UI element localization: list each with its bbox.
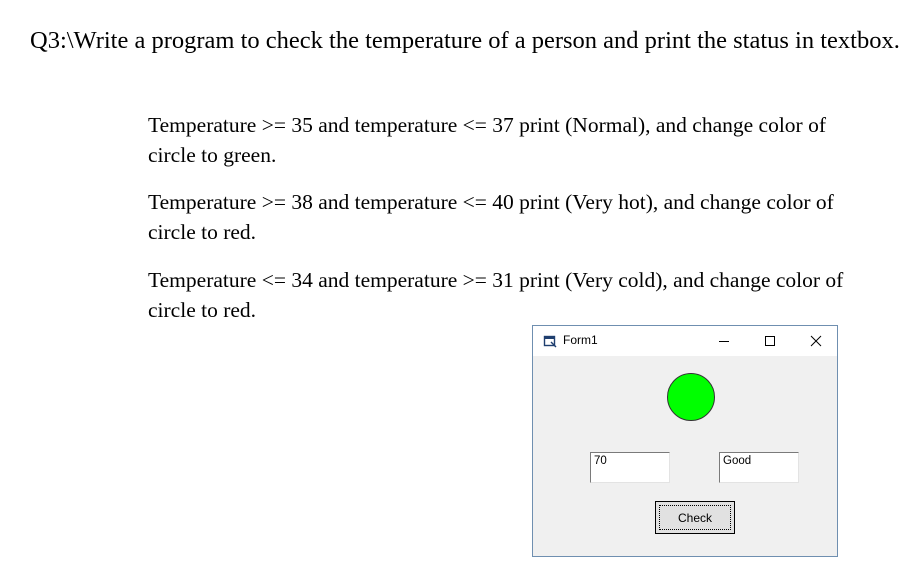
maximize-icon xyxy=(764,335,776,347)
minimize-button[interactable] xyxy=(701,326,747,356)
condition-normal: Temperature >= 35 and temperature <= 37 print (Normal), and change color of circle to green. xyxy=(148,113,827,167)
close-icon xyxy=(810,335,822,347)
form-window-icon xyxy=(543,334,557,348)
condition-very-hot: Temperature >= 38 and temperature <= 40 print (Very hot), and change color of circle to red. xyxy=(148,190,834,244)
close-button[interactable] xyxy=(793,326,839,356)
maximize-button[interactable] xyxy=(747,326,793,356)
status-output[interactable]: Good xyxy=(719,452,799,483)
temperature-input[interactable]: 70 xyxy=(590,452,670,483)
form-window xyxy=(532,325,838,557)
condition-very-cold: Temperature <= 34 and temperature >= 31 print (Very cold), and change color of circle to red. xyxy=(148,268,844,322)
minimize-icon xyxy=(718,335,730,347)
question-text: Q3:\Write a program to check the temperature of a person and print the status in textbox. xyxy=(30,27,900,54)
focus-ring xyxy=(659,505,731,530)
window-title: Form1 xyxy=(563,333,598,347)
status-circle xyxy=(667,373,715,421)
check-button-label: Check xyxy=(677,510,712,525)
check-button[interactable] xyxy=(655,501,735,534)
title-bar[interactable] xyxy=(533,326,837,356)
